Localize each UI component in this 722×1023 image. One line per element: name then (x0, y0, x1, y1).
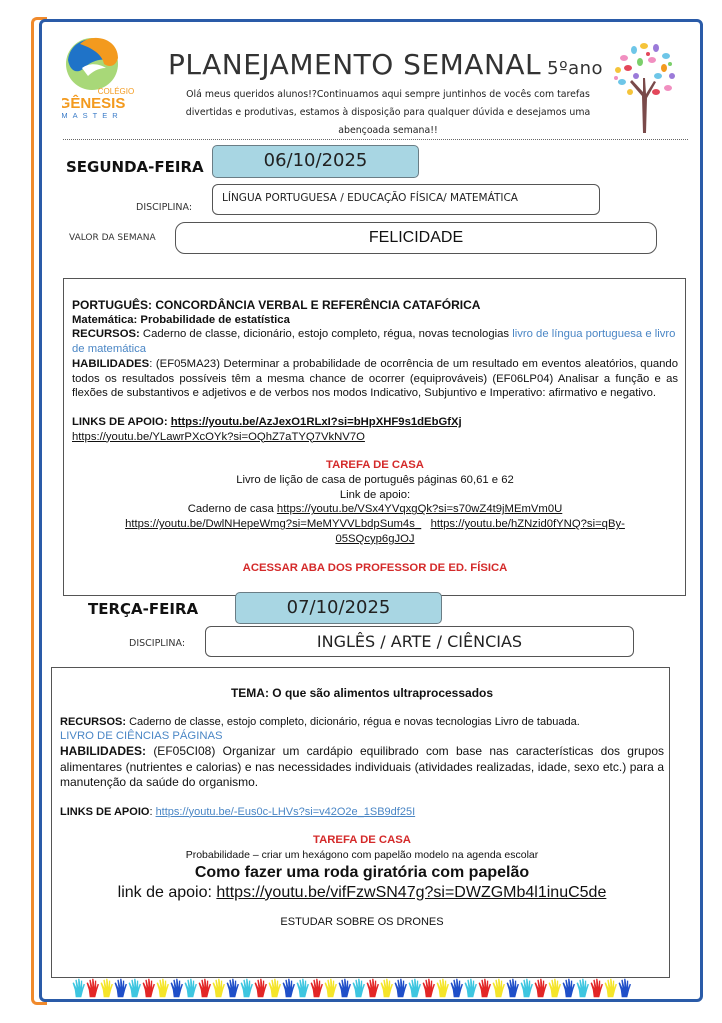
hand-icon (478, 978, 491, 998)
resources-text: Caderno de classe, dicionário, estojo completo, régua, novas tecnologias (139, 328, 513, 341)
tuesday-discipline-field[interactable] (205, 626, 634, 657)
tuesday-homework-line1: Probabilidade – criar um hexágono com papelão modelo na agenda escolar (185, 849, 539, 862)
hand-icon (184, 978, 197, 998)
homework-link-2[interactable]: https://youtu.be/DwlNHepeWmg?si=MeMYVVLbdpSum4s_ (125, 518, 422, 531)
svg-text:GÊNESIS: GÊNESIS (62, 95, 126, 112)
hand-icon (114, 978, 127, 998)
hand-icon (338, 978, 351, 998)
tree-icon (610, 38, 678, 134)
skills-text: (EF05CI08) Organizar um cardápio equilibrado com base nas características dos grupos alimentares (nutrientes e calorias) e nas necessidades individuais (atividades realizadas, idade, sexo etc.) para a manutenção da saúde do organismo. (60, 744, 664, 790)
hand-icon (212, 978, 225, 998)
hand-icon (296, 978, 309, 998)
hand-icon (562, 978, 575, 998)
title-text: PLANEJAMENTO SEMANAL (168, 48, 542, 81)
monday-discipline-field[interactable] (212, 184, 600, 215)
hand-icon (156, 978, 169, 998)
monday-homework-caderno (72, 502, 678, 517)
hand-icon (254, 978, 267, 998)
hand-icon (310, 978, 323, 998)
hand-icon (576, 978, 589, 998)
hand-icon (170, 978, 183, 998)
hand-icon (492, 978, 505, 998)
logo-icon (62, 34, 146, 124)
hand-icon (86, 978, 99, 998)
intro-message (172, 86, 604, 140)
support-link-1[interactable]: https://youtu.be/AzJexO1RLxI?si=bHpXHF9s1dEbGfXj (170, 415, 462, 428)
intro-line: Olá meus queridos alunos!?Continuamos aqui sempre juntinhos de vocês com tarefas (186, 89, 590, 100)
hand-icon (520, 978, 533, 998)
pe-notice: ACESSAR ABA DOS PROFESSOR DE ED. FÍSICA (242, 561, 508, 574)
resources-label: RECURSOS: (72, 328, 140, 341)
tuesday-homework-title: TAREFA DE CASA (313, 834, 411, 847)
grade-label: 5ºano (547, 58, 604, 79)
monday-resources (72, 327, 678, 356)
header-divider (63, 139, 688, 140)
tuesday-day-label: TERÇA-FEIRA (88, 600, 199, 618)
hands-border-decoration (72, 978, 662, 1000)
monday-content-box (63, 278, 686, 596)
hand-icon (142, 978, 155, 998)
portuguese-topic: PORTUGUÊS: CONCORDÂNCIA VERBAL E REFERÊNCIA CATAFÓRICA (72, 298, 481, 312)
tuesday-resources (60, 715, 664, 730)
math-topic: Matemática: Probabilidade de estatística (72, 313, 290, 326)
tuesday-discipline-label: DISCIPLINA: (129, 638, 186, 649)
links-label: LINKS DE APOIO: (72, 415, 171, 428)
monday-support-links (72, 415, 678, 430)
hand-icon (128, 978, 141, 998)
hand-icon (380, 978, 393, 998)
week-value-field[interactable] (175, 222, 657, 254)
week-value-label: VALOR DA SEMANA (69, 233, 156, 243)
monday-homework-title: TAREFA DE CASA (326, 459, 424, 472)
monday-content (72, 298, 678, 575)
week-value: FELICIDADE (368, 229, 464, 246)
tuesday-support-link[interactable]: https://youtu.be/-Eus0c-LHVs?si=v42O2e_1SB9df25I (155, 805, 416, 818)
tuesday-content-box (51, 667, 670, 978)
intro-line: divertidas e produtivas, estamos à disposição para qualquer dúvida e desejamos uma (185, 107, 591, 118)
hand-icon (618, 978, 631, 998)
hand-icon (198, 978, 211, 998)
hand-icon (450, 978, 463, 998)
school-logo (62, 34, 146, 124)
hand-icon (534, 978, 547, 998)
hand-icon (464, 978, 477, 998)
tuesday-homework-heading: Como fazer uma roda giratória com papelão (194, 863, 530, 881)
resources-books-link[interactable]: livro de língua portuguesa e livro de matemática (72, 328, 676, 356)
tuesday-content (60, 686, 664, 929)
tuesday-date-field[interactable]: 07/10/2025 (235, 592, 442, 624)
hand-icon (408, 978, 421, 998)
hand-icon (604, 978, 617, 998)
tuesday-discipline-value: INGLÊS / ARTE / CIÊNCIAS (316, 632, 523, 651)
monday-homework-line2: Link de apoio: (339, 488, 411, 501)
hand-icon (352, 978, 365, 998)
monday-date-field[interactable]: 06/10/2025 (212, 145, 419, 178)
svg-text:MASTER: MASTER (62, 111, 123, 120)
skills-label: HABILIDADES: (60, 744, 146, 759)
links-separator: : (149, 805, 156, 818)
monday-discipline-value: LÍNGUA PORTUGUESA / EDUCAÇÃO FÍSICA/ MATEMÁTICA (222, 192, 518, 204)
monday-day-label: SEGUNDA-FEIRA (66, 158, 204, 176)
study-note: ESTUDAR SOBRE OS DRONES (280, 915, 444, 928)
homework-link-label: link de apoio: (117, 883, 217, 901)
intro-line: abençoada semana!! (338, 125, 438, 136)
hand-icon (422, 978, 435, 998)
skills-text: : (EF05MA23) Determinar a probabilidade de ocorrência de um resultado em eventos aleatórios, quando todos os resultados possíveis têm a mesma chance de ocorrer (equiprováveis) (EF06LP04) Analisar a função e as flexões de substantivos e adjetivos e de verbos nos modos Indicativo, Subjuntivo e Imperativo: afirmativo e negativo. (72, 357, 678, 400)
caderno-label: Caderno de casa (187, 503, 277, 516)
monday-homework-links (72, 517, 678, 546)
tuesday-theme: TEMA: O que são alimentos ultraprocessados (230, 686, 494, 700)
hand-icon (366, 978, 379, 998)
hand-icon (240, 978, 253, 998)
resources-text: Caderno de classe, estojo completo, dicionário, régua e novas tecnologias Livro de tabuada. (126, 715, 580, 728)
resources-label: RECURSOS: (60, 715, 127, 728)
support-link-2[interactable]: https://youtu.be/YLawrPXcOYk?si=OQhZ7aTYQ7VkNV7O (72, 430, 365, 443)
science-book-link[interactable]: LIVRO DE CIÊNCIAS PÁGINAS (60, 730, 223, 743)
hand-icon (324, 978, 337, 998)
homework-link[interactable]: https://youtu.be/vifFzwSN47g?si=DWZGMb4l1inuC5de (216, 883, 607, 901)
skills-label: HABILIDADES (72, 357, 150, 370)
monday-homework-line1: Livro de lição de casa de português páginas 60,61 e 62 (236, 474, 514, 487)
tuesday-skills (60, 744, 664, 791)
hand-icon (590, 978, 603, 998)
hand-icon (226, 978, 239, 998)
hand-icon (268, 978, 281, 998)
page-title (168, 48, 603, 81)
links-label: LINKS DE APOIO (60, 805, 150, 818)
homework-link-3[interactable]: https://youtu.be/hZNzid0fYNQ?si=qBy-05SQcyp6gJOJ (335, 518, 625, 545)
tuesday-homework-link-line (60, 883, 664, 903)
svg-text:COLÉGIO: COLÉGIO (97, 87, 135, 96)
monday-skills (72, 357, 678, 401)
hand-icon (282, 978, 295, 998)
hand-icon (548, 978, 561, 998)
hand-icon (506, 978, 519, 998)
hand-icon (394, 978, 407, 998)
hand-icon (100, 978, 113, 998)
homework-link-1[interactable]: https://youtu.be/VSx4YVqxgQk?si=s70wZ4t9jMEmVm0U (276, 503, 563, 516)
hand-icon (72, 978, 85, 998)
hand-icon (436, 978, 449, 998)
monday-discipline-label: DISCIPLINA: (136, 202, 193, 213)
tuesday-support-links (60, 805, 664, 820)
